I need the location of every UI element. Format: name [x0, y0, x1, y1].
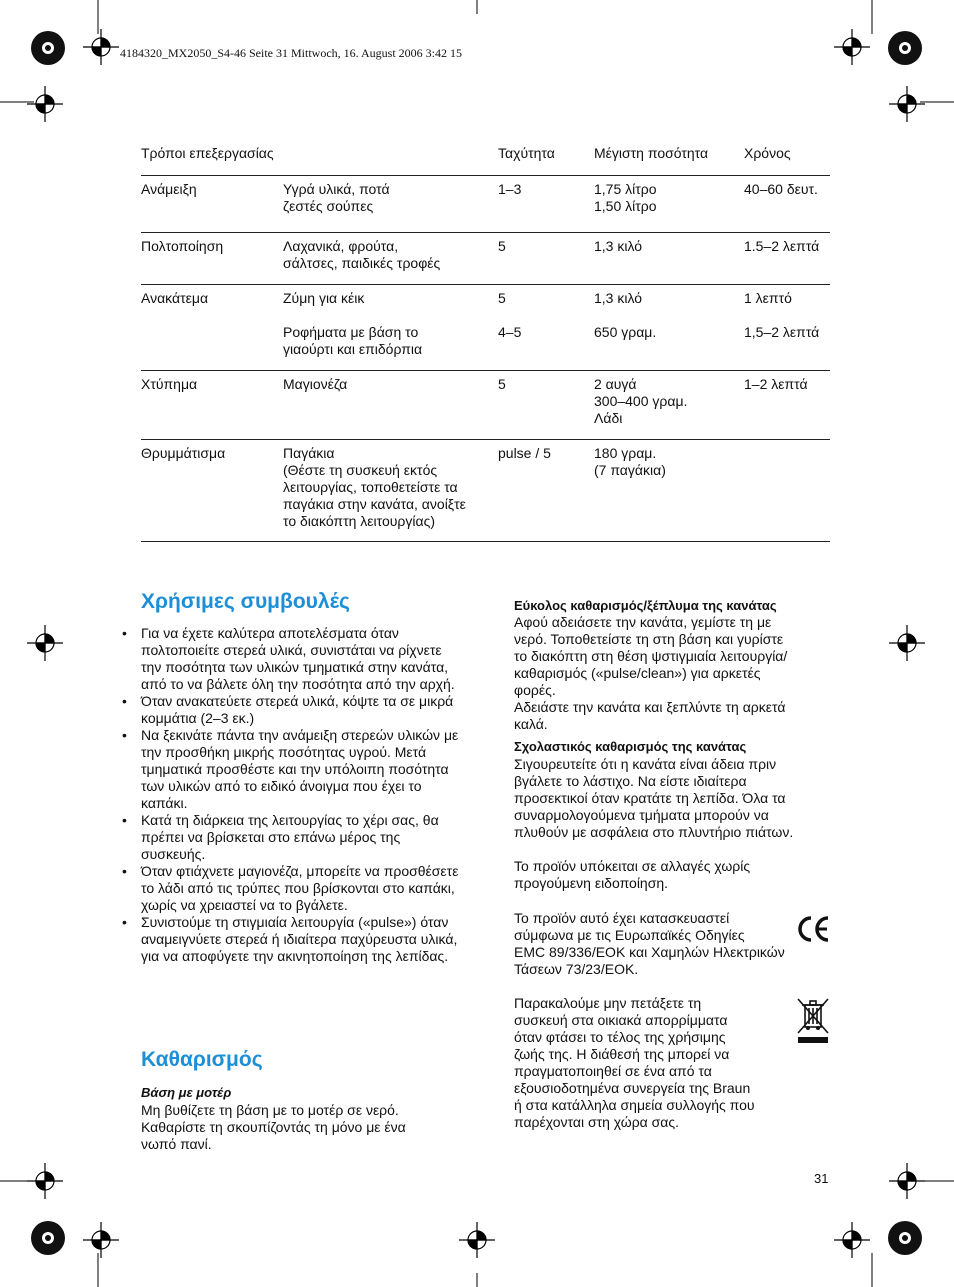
list-item: [122, 914, 462, 965]
bullet: •: [122, 863, 127, 879]
row-speed: pulse / 5: [498, 445, 551, 461]
motor-base-text: Μη βυθίζετε τη βάση με το μοτέρ σε νερό. Καθαρίστε τη σκουπίζοντάς τη μόνο με ένα νωπό πανί.: [141, 1102, 406, 1152]
row-quantity: 1,3 κιλό: [594, 290, 643, 306]
row-quantity-secondary: 650 γραμ.: [594, 324, 657, 340]
row-item: Ζύμη για κέικ: [283, 290, 365, 306]
row-mode: Χτύπημα: [141, 376, 198, 392]
print-header: 4184320_MX2050_S4-46 Seite 31 Mittwoch, 16. August 2006 3:42 15: [120, 46, 463, 60]
tip-text: Συνιστούμε τη στιγμιαία λειτουργία («pulse») όταν αναμειγνύετε στερεά ή ιδιαίτερα παχύρευστα υλικά, για να αποφύγετε την ακινητοποίηση της λεπίδας.: [141, 914, 458, 964]
disposal-text: Παρακαλούμε μην πετάξετε τη συσκευή στα οικιακά απορρίμματα όταν φτάσει το τέλος της χρήσιμης ζωής της. Η διάθεσή της μπορεί να πραγματοποιηθεί σε ένα από τα εξουσιοδοτημένα συνεργεία της Braun ή στα κατάλληλα σημεία συλλογής που παρέχονται στη χώρα σας.: [514, 995, 755, 1130]
crossed-out-bin-icon: [796, 997, 830, 1045]
cleaning-title: Καθαρισμός: [141, 1048, 263, 1071]
row-time: 1 λεπτό: [744, 290, 792, 306]
table-row: [141, 233, 830, 285]
row-item: Μαγιονέζα: [283, 376, 348, 392]
row-item-secondary: Ροφήματα με βάση το γιαούρτι και επιδόρπια: [283, 324, 423, 357]
row-item: Λαχανικά, φρούτα, σάλτσες, παιδικές τροφές: [283, 238, 441, 271]
row-speed: 1–3: [498, 181, 522, 197]
header-speed: Ταχύτητα: [498, 145, 555, 161]
bullet: •: [122, 693, 127, 709]
bullet: •: [122, 812, 127, 828]
row-item: Παγάκια (Θέστε τη συσκευή εκτός λειτουργίας, τοποθετείστε τα παγάκια στην κανάτα, ανοίξτε το διακόπτη λειτουργίας): [283, 445, 466, 529]
processing-table: [141, 145, 830, 542]
row-time: 1–2 λεπτά: [744, 376, 808, 392]
row-speed-secondary: 4–5: [498, 324, 522, 340]
motor-base-heading: Βάση με μοτέρ: [141, 1085, 232, 1100]
ce-compliance-text: Το προϊόν αυτό έχει κατασκευαστεί σύμφωνα με τις Ευρωπαϊκές Οδηγίες EMC 89/336/ΕΟΚ και Χαμηλών Ηλεκτρικών Τάσεων 73/23/ΕΟΚ.: [514, 910, 785, 977]
bullet: •: [122, 625, 127, 641]
row-quantity: 1,3 κιλό: [594, 238, 643, 254]
row-time: 1.5–2 λεπτά: [744, 238, 820, 254]
row-time: 40–60 δευτ.: [744, 181, 818, 197]
row-mode: Ανάμειξη: [141, 181, 197, 197]
tips-title: Χρήσιμες συμβουλές: [141, 590, 350, 613]
tip-text: Όταν ανακατεύετε στερεά υλικά, κόψτε τα σε μικρά κομμάτια (2–3 εκ.): [141, 693, 454, 726]
row-time-secondary: 1,5–2 λεπτά: [744, 324, 820, 340]
page-number: 31: [814, 1171, 829, 1186]
row-quantity: 180 γραμ. (7 παγάκια): [594, 445, 666, 478]
row-mode: Θρυμμάτισμα: [141, 445, 226, 461]
tip-text: Να ξεκινάτε πάντα την ανάμειξη στερεών υλικών με την προσθήκη μικρής ποσότητας υγρού. Μετά τμηματικά προσθέστε και την υπόλοιπη ποσότητα των υλικών από το ειδικό άνοιγμα που έχει το καπάκι.: [141, 727, 459, 811]
easy-clean-text: Αφού αδειάσετε την κανάτα, γεμίστε τη με νερό. Τοποθετείστε τη στη βάση και γυρίστε το διακόπτη στη θέση ψστιγμιαία λειτουργία/ καθαρισμός («pulse/clean») για αρκετές φορές. Αδειάστε την κανάτα και ξεπλύντε τη αρκετά καλά.: [514, 614, 788, 732]
table-header-row: [141, 145, 830, 176]
list-item: [122, 693, 462, 727]
list-item: [122, 625, 462, 693]
header-time: Χρόνος: [744, 145, 791, 161]
tip-text: Για να έχετε καλύτερα αποτελέσματα όταν πολτοποιείτε στερεά υλικά, συνιστάται να ρίχνετε την ποσότητα των υλικών τμηματικά στην κανάτα, από το να βάλετε όλη την ποσότητα από την αρχή.: [141, 625, 455, 692]
thorough-clean-text: Σιγουρευτείτε ότι η κανάτα είναι άδεια πριν βγάλετε το λάστιχο. Να είστε ιδιαίτερα προσεκτικοί όταν κρατάτε τη λεπίδα. Όλα τα συναρμολογούμενα τμήματα μπορούν να πλυθούν με ασφάλεια στο πλυντήριο πιάτων.: [514, 756, 794, 840]
row-quantity: 2 αυγά 300–400 γραμ. Λάδι: [594, 376, 688, 426]
table-row: [141, 181, 830, 233]
bullet: •: [122, 914, 127, 930]
tip-text: Κατά τη διάρκεια της λειτουργίας το χέρι σας, θα πρέπει να βρίσκεται στο επάνω μέρος της συσκευής.: [141, 812, 439, 862]
ce-mark-icon: [796, 914, 830, 944]
row-mode: Πολτοποίηση: [141, 238, 224, 254]
header-quantity: Μέγιστη ποσότητα: [594, 145, 709, 161]
row-mode: Ανακάτεμα: [141, 290, 209, 306]
row-speed: 5: [498, 238, 506, 254]
table-row: [141, 440, 830, 542]
tips-list: [122, 625, 462, 965]
row-speed: 5: [498, 290, 506, 306]
list-item: [122, 812, 462, 863]
list-item: [122, 863, 462, 914]
table-row: [141, 371, 830, 440]
change-notice: Το προϊόν υπόκειται σε αλλαγές χωρίς προγούμενη ειδοποίηση.: [514, 858, 751, 891]
list-item: [122, 727, 462, 812]
table-row: [141, 285, 830, 371]
tip-text: Όταν φτιάχνετε μαγιονέζα, μπορείτε να προσθέσετε το λάδι από τις τρύπες που βρίσκονται στο καπάκι, χωρίς να χρειαστεί να το βγάλετε.: [141, 863, 459, 913]
row-quantity: 1,75 λίτρο 1,50 λίτρο: [594, 181, 657, 214]
row-item: Υγρά υλικά, ποτά ζεστές σούπες: [283, 181, 390, 214]
header-mode: Τρόποι επεξεργασίας: [141, 145, 274, 161]
bullet: •: [122, 727, 127, 743]
thorough-clean-heading: Σχολαστικός καθαρισμός της κανάτας: [514, 739, 747, 754]
easy-clean-heading: Εύκολος καθαρισμός/ξέπλυμα της κανάτας: [514, 598, 777, 613]
row-speed: 5: [498, 376, 506, 392]
